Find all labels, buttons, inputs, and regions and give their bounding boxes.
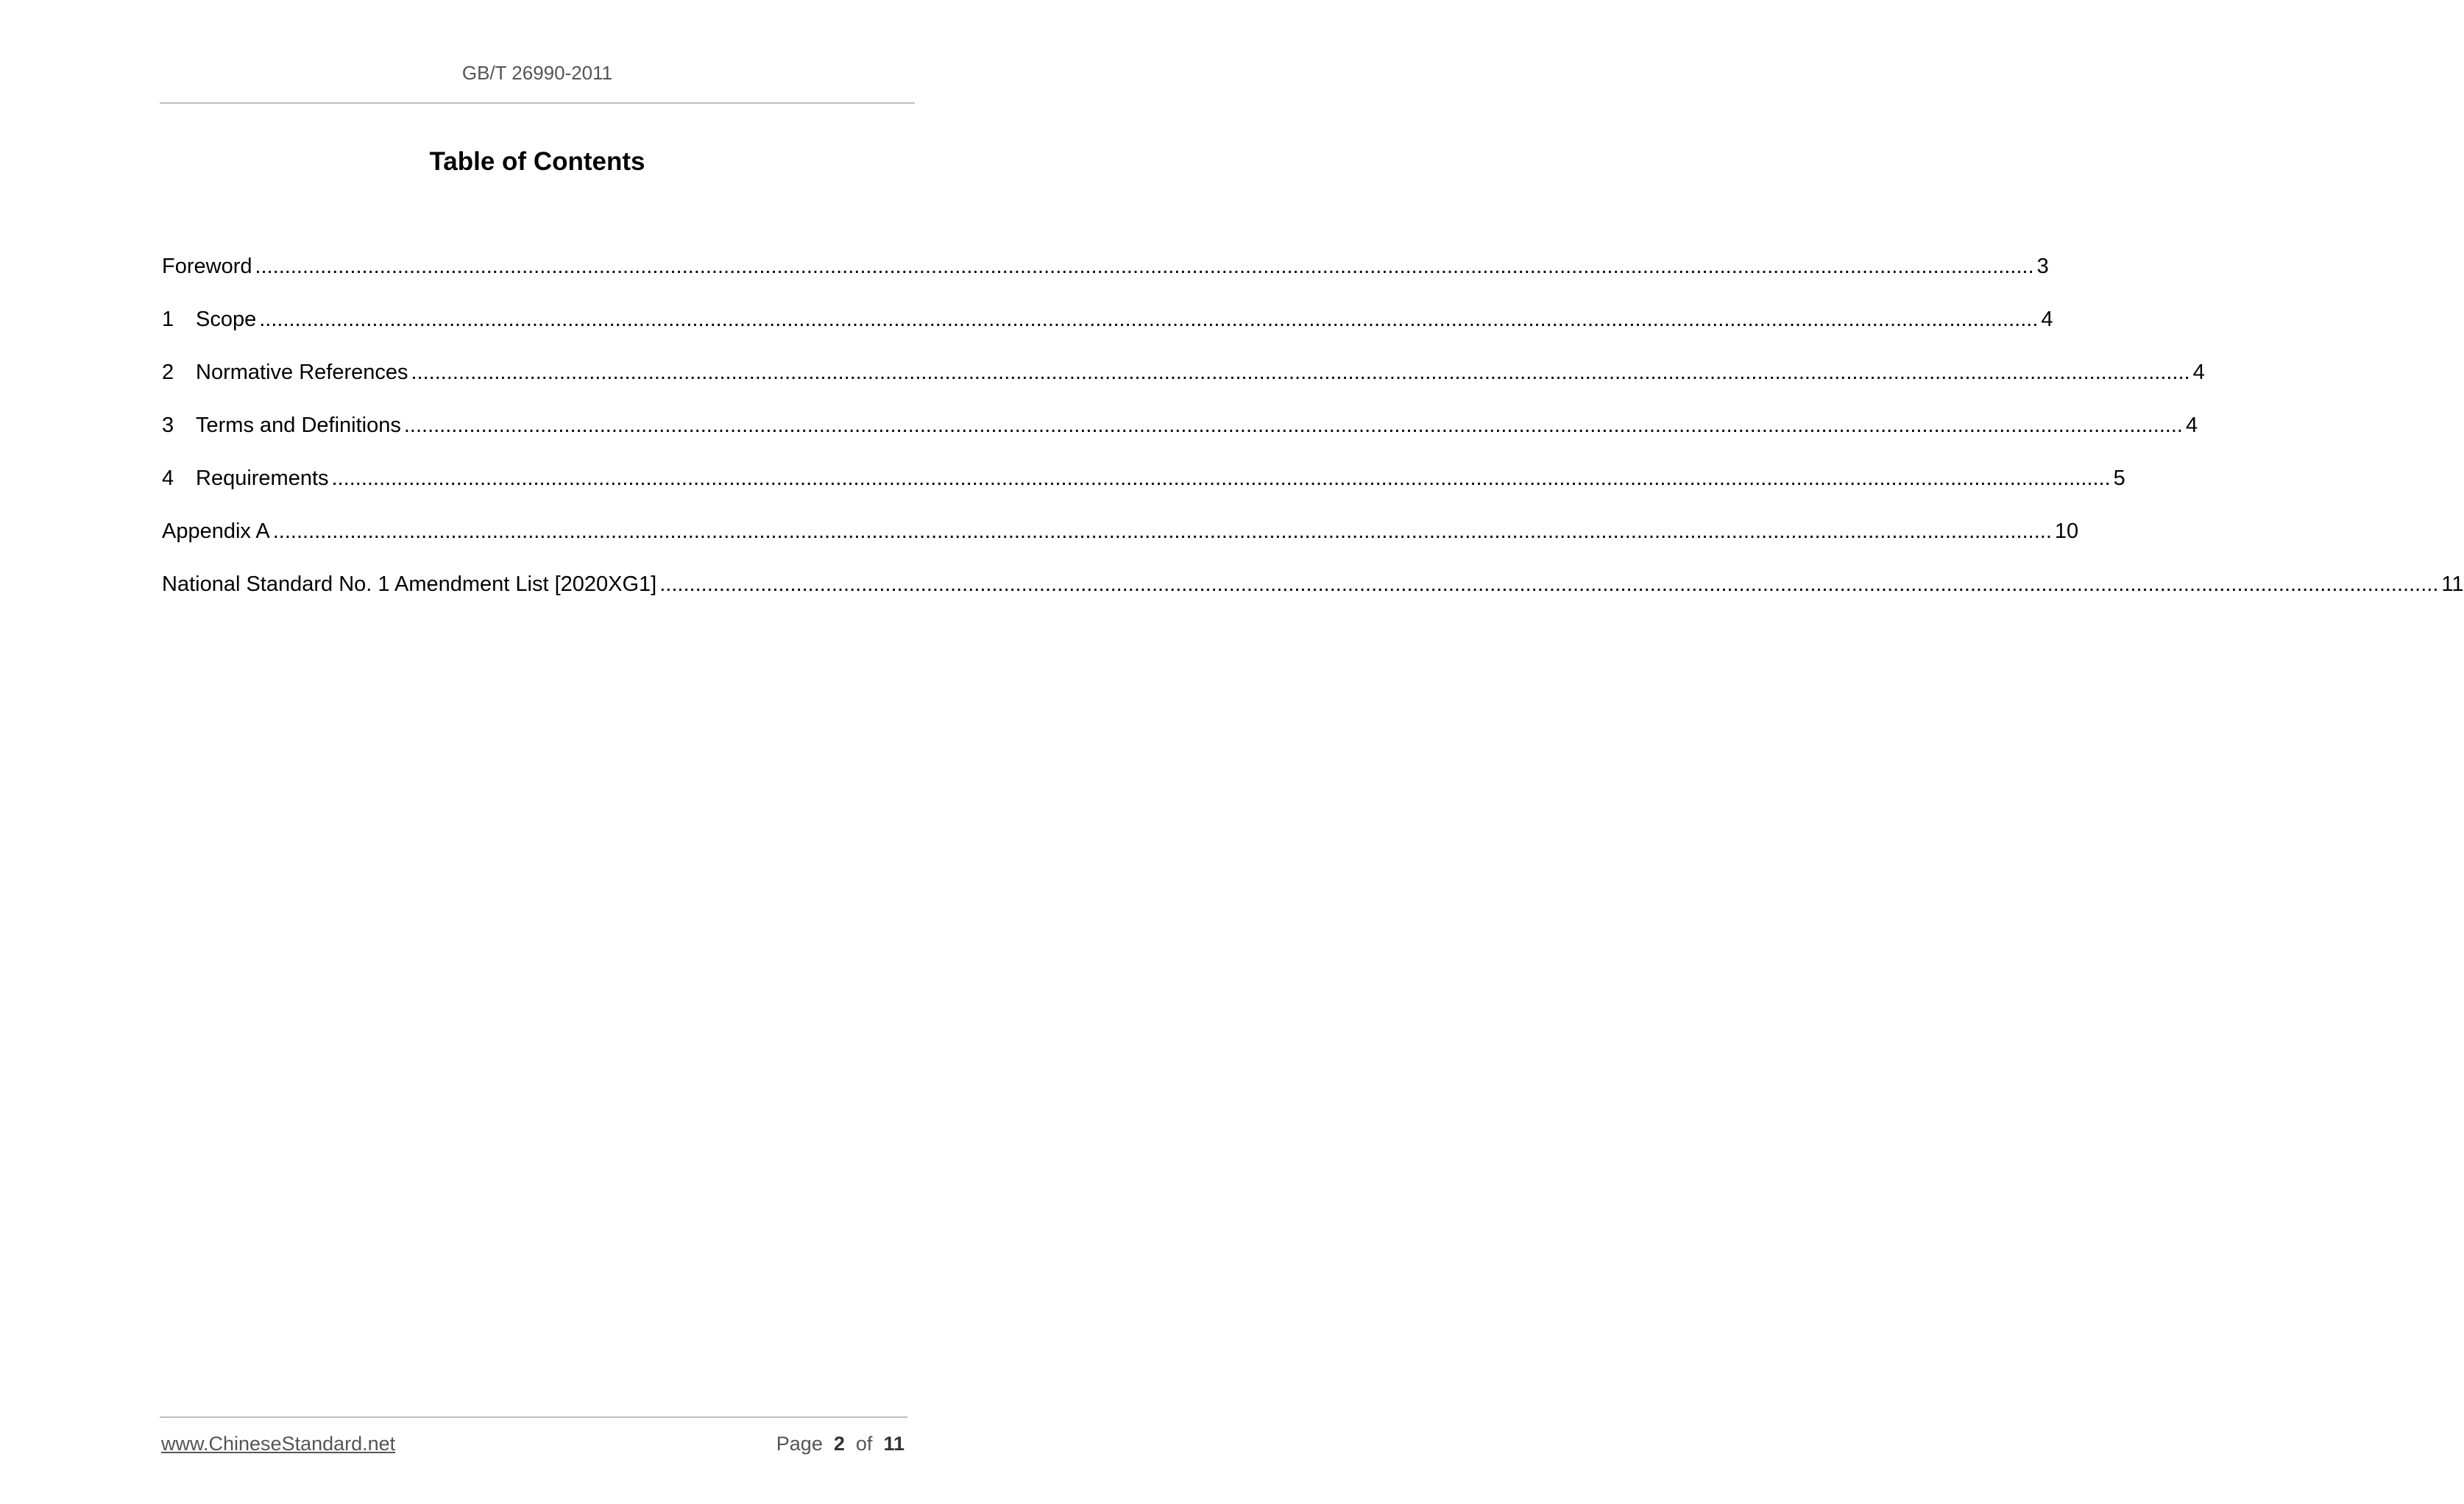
header-divider	[160, 102, 915, 104]
toc-entry-number: 4	[162, 467, 174, 490]
toc-entry-requirements[interactable]	[162, 467, 2125, 519]
toc-entry-page: 5	[2113, 467, 2125, 490]
toc-entry-normative-references[interactable]	[162, 361, 2205, 414]
toc-entry-number: 2	[162, 361, 174, 384]
toc-entry-page: 11	[2441, 572, 2464, 596]
toc-entry-page: 4	[2041, 308, 2053, 331]
toc-entry-page: 4	[2192, 361, 2205, 384]
total-pages-number: 11	[883, 1433, 904, 1455]
toc-entry-label: Foreword	[162, 255, 252, 278]
toc-entry-number: 3	[162, 414, 174, 437]
toc-heading: Table of Contents	[429, 147, 645, 176]
toc-entry-label: Normative References	[196, 361, 408, 384]
toc-entry-amendment-list[interactable]	[162, 572, 2464, 625]
toc-entry-foreword[interactable]	[162, 255, 2049, 308]
footer-divider	[160, 1416, 907, 1418]
table-of-contents	[162, 255, 2464, 625]
page-word: Page	[776, 1433, 823, 1455]
toc-leader-dots: ............................................................................................................................................................................................................................................................................................................	[272, 519, 2052, 543]
toc-entry-number: 1	[162, 308, 174, 331]
toc-entry-page: 10	[2054, 519, 2079, 543]
toc-leader-dots: ............................................................................................................................................................................................................................................................................................................	[659, 572, 2439, 596]
toc-leader-dots: ............................................................................................................................................................................................................................................................................................................	[331, 467, 2111, 490]
toc-leader-dots: ............................................................................................................................................................................................................................................................................................................	[403, 414, 2183, 437]
toc-entry-page: 4	[2185, 414, 2198, 437]
toc-entry-label: Scope	[196, 308, 257, 331]
of-word: of	[855, 1433, 873, 1455]
toc-entry-label: Requirements	[196, 467, 329, 490]
page-header-title: GB/T 26990-2011	[461, 62, 613, 84]
toc-entry-label: National Standard No. 1 Amendment List [2020XG1]	[162, 572, 657, 596]
toc-entry-appendix-a[interactable]	[162, 519, 2079, 572]
toc-leader-dots: ............................................................................................................................................................................................................................................................................................................	[255, 255, 2034, 278]
toc-leader-dots: ............................................................................................................................................................................................................................................................................................................	[411, 361, 2190, 384]
toc-entry-label: Terms and Definitions	[196, 414, 401, 437]
toc-entry-terms-and-definitions[interactable]	[162, 414, 2198, 467]
toc-leader-dots: ............................................................................................................................................................................................................................................................................................................	[259, 308, 2039, 331]
toc-entry-scope[interactable]	[162, 308, 2053, 361]
toc-entry-page: 3	[2036, 255, 2049, 278]
footer-website-link[interactable]: www.ChineseStandard.net	[161, 1433, 396, 1455]
footer-page-indicator	[776, 1433, 904, 1455]
current-page-number: 2	[833, 1433, 845, 1455]
toc-entry-label: Appendix A	[162, 519, 270, 543]
